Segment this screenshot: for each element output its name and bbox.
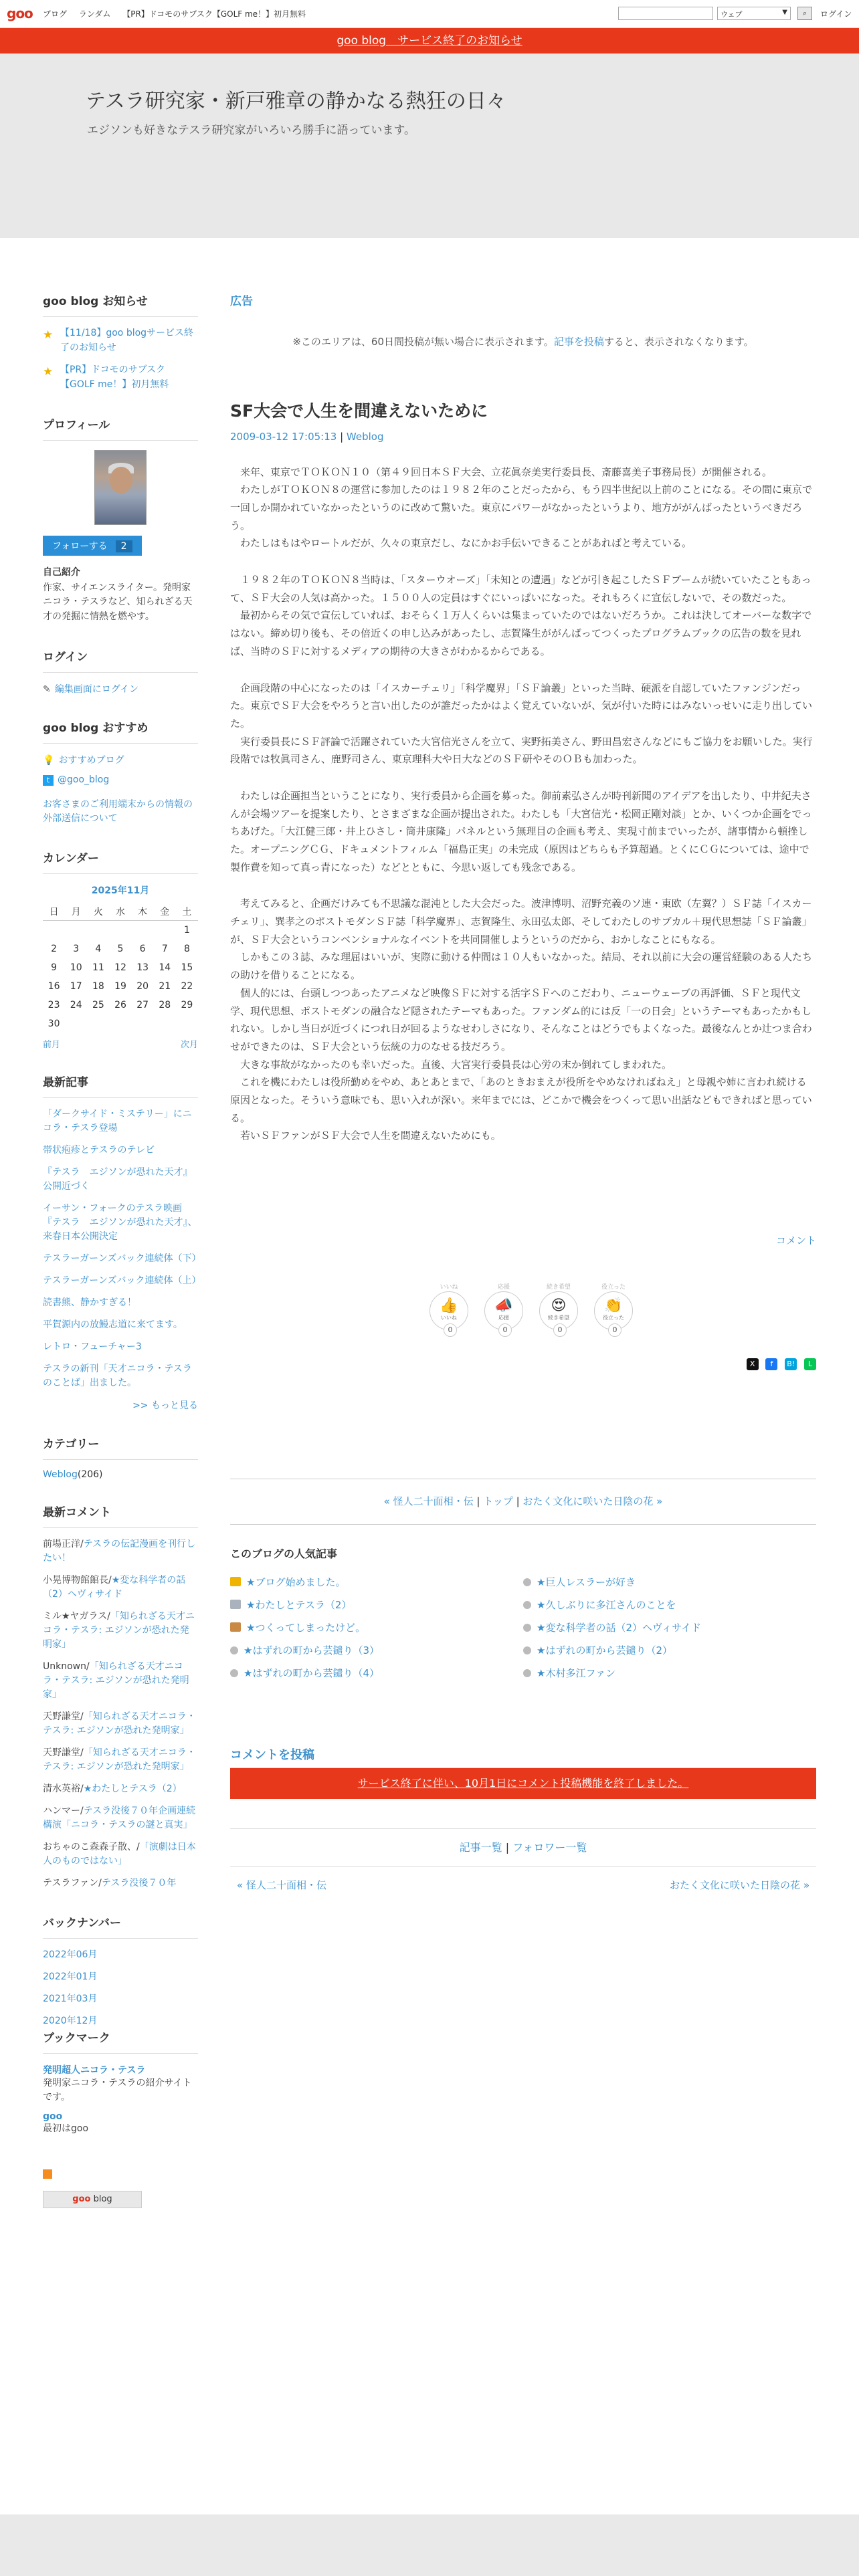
twitter-link[interactable] (43, 774, 198, 786)
comment-link[interactable]: コメント (775, 1235, 816, 1247)
dot-icon (523, 1578, 531, 1586)
ad-note-text: ※このエリアは、60日間投稿が無い場合に表示されます。 (292, 336, 554, 348)
category-block (43, 1434, 198, 1480)
comment-item[interactable] (43, 1782, 198, 1796)
recent-post-link[interactable]: 『テスラ エジソンが恐れた天才』公開近づく (43, 1166, 193, 1192)
bookmark-desc: 最初はgoo (43, 2123, 89, 2134)
calendar-heading: カレンダー (43, 849, 198, 874)
entry-paragraph: 最初からその気で宣伝していれば、おそらく１万人くらいは集まっていたのではないだろうか。これは決してオーバーな数字ではない。締め切り後も、その倍近くの申し込みがあったし、志賀隆生ががんばってつくったプログラムブックの広告の数を見れば、当時のＳＦに対するメディアの期待の大きさがわかるからである。 (230, 609, 812, 657)
calendar-day (65, 921, 87, 940)
comment-item[interactable] (43, 1537, 198, 1566)
entry-sep: | (337, 430, 347, 443)
comment-item[interactable] (43, 1746, 198, 1774)
comment-item[interactable] (43, 1710, 198, 1738)
recent-block (43, 1073, 201, 1412)
x-share-icon[interactable]: X (747, 1358, 759, 1370)
popular-item[interactable] (523, 1596, 816, 1616)
reaction-caption: 応援 (497, 1283, 510, 1291)
entry-paragraph: 若いＳＦファンがＳＦ大会で人生を間違えないためにも。 (240, 1130, 501, 1142)
popular-label: ★はずれの町から芸鑓り（3） (244, 1644, 379, 1656)
entry-paragraph: 個人的には、台頭しつつあったアニメなど映像ＳＦに対する活字ＳＦへのこだわり、ニューウェーブの再評価、ＳＦと現代文学、現代思想、ポストモダンの融合など隠されたテーマもあった。ファンダム的には反「一の日会」というテーマもあったかもしれない。しかし当日が近づくにつれ日が回るようなせわしさになり、そんなことはどうでもよくなった。最後なんとか辻つま合わせができたのは、ＳＦ大会という伝統の力のなせる技だろう。 (230, 986, 812, 1053)
reaction-caption: いいね (440, 1283, 458, 1291)
backnumber-link[interactable]: 2020年12月 (43, 2015, 98, 2026)
calendar-day (176, 1014, 198, 1033)
follow-count: 2 (116, 540, 132, 552)
calendar-day: 11 (92, 962, 104, 973)
comment-closed-link[interactable]: サービス終了に伴い、10月1日にコメント投稿機能を終了しました。 (357, 1776, 689, 1790)
popular-label: ★わたしとテスラ（2） (246, 1598, 352, 1611)
dot-icon (523, 1601, 531, 1609)
more-posts-link[interactable]: >> もっと見る (132, 1400, 198, 1411)
backnumber-link[interactable]: 2021年03月 (43, 1993, 98, 2004)
goo-logo[interactable]: goo (7, 5, 33, 21)
calendar-day (87, 921, 109, 940)
entry-paragraph: わたしはもはやロートルだが、久々の東京だし、なにかお手伝いできることがあればと考えている。 (240, 537, 692, 550)
login-block (43, 647, 198, 695)
comment-item[interactable] (43, 1574, 198, 1602)
comment-author: 前場正洋/ (43, 1538, 84, 1549)
intro-text: 作家、サイエンスライター。発明家ニコラ・テスラなど、知られざる天才の発掘に情熱を燃やす。 (43, 582, 193, 623)
calendar-day (154, 921, 176, 940)
thumbs-up-icon: 👍 (440, 1297, 458, 1314)
next-post-link[interactable]: おたく文化に咲いた日陰の花 » (522, 1495, 663, 1508)
comment-author: ハンマー/ (43, 1805, 84, 1816)
popular-label: ★ブログ始めました。 (246, 1576, 346, 1588)
dot-icon (230, 1646, 238, 1654)
category-count: (206) (77, 1469, 103, 1480)
rss-icon[interactable] (43, 2169, 52, 2179)
calendar-day: 12 (114, 962, 126, 973)
blog-header (0, 53, 859, 238)
search-type-value: ウェブ (721, 10, 743, 19)
recent-post-link[interactable]: 「ダークサイド・ミステリー」にニコラ・テスラ登場 (43, 1108, 192, 1134)
comments-block (43, 1503, 198, 1891)
entry-paragraph: １９８２年のＴＯＫＯＮ８当時は、「スターウオーズ」「未知との遭遇」などが引き起こしたＳＦブームが続いていたこともあって、ＳＦ大会の人気は高かった。１５００人の定員はすぐにいっぱいになった。それもろくに宣伝しないで、その数だった。 (230, 574, 812, 604)
popular-label: ★はずれの町から芸鑓り（4） (244, 1667, 379, 1679)
reaction-count: 0 (498, 1323, 512, 1337)
heart-eyes-icon: 😍 (551, 1297, 567, 1314)
popular-item[interactable] (523, 1619, 816, 1639)
recent-post-link[interactable]: イーサン・フォークのテスラ映画『テスラ エジソンが恐れた天才』、来春日本公開決定 (43, 1202, 197, 1242)
login-heading: ログイン (43, 647, 198, 673)
twitter-label: @goo_blog (58, 774, 110, 785)
backnumber-link[interactable]: 2022年06月 (43, 1949, 98, 1960)
calendar-day: 5 (117, 943, 124, 954)
blog-subtitle: エジソンも好きなテスラ研究家がいろいろ勝手に語っています。 (87, 124, 415, 137)
calendar-day: 22 (181, 980, 193, 992)
service-end-notice-link[interactable]: goo blog サービス終了のお知らせ (337, 34, 522, 47)
popular-label: ★はずれの町から芸鑓り（2） (537, 1644, 672, 1656)
rank-1-crown-icon (230, 1577, 241, 1586)
facebook-share-icon[interactable]: f (765, 1358, 777, 1370)
profile-heading: プロフィール (43, 415, 198, 441)
bookmark-link[interactable]: goo (43, 2111, 63, 2122)
sidebar (43, 292, 201, 2231)
calendar-day: 10 (70, 962, 82, 973)
category-heading: カテゴリー (43, 1434, 198, 1460)
weekday: 水 (109, 902, 131, 921)
top-link-blog[interactable]: ブログ (43, 9, 68, 19)
recent-post-link[interactable]: テスラーガーンズバック連続体（下） (43, 1253, 201, 1264)
calendar-day (132, 1014, 154, 1033)
calendar-day: 16 (47, 980, 60, 992)
blog-title[interactable]: テスラ研究家・新戸雅章の静かなる熱狂の日々 (86, 90, 506, 113)
calendar-day: 18 (92, 980, 104, 992)
list-separator: | (505, 1840, 513, 1854)
top-link-random[interactable]: ランダム (78, 9, 111, 19)
top-link-pr[interactable]: 【PR】ドコモのサブスク【GOLF me！】初月無料 (122, 9, 306, 19)
news-block (43, 292, 198, 393)
calendar-day: 3 (73, 943, 80, 954)
login-link[interactable]: ログイン (820, 9, 852, 19)
dot-icon (523, 1669, 531, 1677)
entry-paragraph: これを機にわたしは役所勤めをやめ、あとあとまで、「あのときおまえが役所をやめなければねえ」と母親や姉に言われ続ける原因となった。そういう意味でも、思い入れが深い。来年までには、どこかで機会をつくって思い出話などもできればと思っている。 (230, 1076, 812, 1124)
bookmark-desc: 発明家ニコラ・テスラの紹介サイトです。 (43, 2077, 192, 2103)
recommend-block (43, 718, 198, 826)
page-footer (0, 2514, 859, 2576)
comment-author: テスラファン/ (43, 1877, 102, 1889)
comment-post: ★わたしとテスラ（2） (83, 1783, 182, 1794)
bottom-next-link[interactable]: おたく文化に咲いた日陰の花 » (670, 1879, 809, 1892)
ad-note (230, 333, 816, 351)
search-button[interactable] (797, 7, 812, 20)
comment-author: 天野謙堂/ (43, 1747, 84, 1758)
backnumber-list[interactable] (43, 1948, 198, 2026)
news-item[interactable] (43, 326, 198, 355)
post-comment-heading: コメントを投稿 (230, 1745, 816, 1768)
service-end-notice-bar (0, 28, 859, 53)
recent-post-link[interactable]: 平賀源内の放鰻志道に来てます。 (43, 1319, 183, 1330)
bottom-post-navigation (230, 1876, 816, 1893)
reaction-label: 続き希望 (548, 1314, 569, 1321)
follow-label: フォローする (52, 540, 108, 552)
comment-post: テスラの伝記漫画を刊行したい！ (43, 1538, 196, 1564)
calendar-day: 7 (161, 943, 168, 954)
profile-face (110, 467, 132, 494)
backnumber-link[interactable]: 2022年01月 (43, 1971, 98, 1982)
prev-post-link[interactable]: « 怪人二十面相・伝 (383, 1495, 474, 1508)
calendar-week-row (43, 940, 198, 958)
reaction-count: 0 (553, 1323, 567, 1337)
comment-post: ★変な科学者の話（2）ヘヴィサイド (43, 1574, 186, 1600)
comment-post: 「演劇は日本人のものではない」 (43, 1841, 196, 1866)
weekday: 土 (176, 902, 198, 921)
ad-heading: 広告 (230, 295, 253, 308)
badge-blog: blog (93, 2193, 112, 2204)
comment-post: 「知られざる天才ニコラ・テスラ: エジソンが恐れた発明家」 (43, 1660, 189, 1700)
category-link[interactable]: Weblog (43, 1469, 78, 1480)
calendar-day: 1 (183, 925, 190, 936)
reaction-circle (539, 1291, 578, 1334)
popular-item[interactable] (230, 1574, 523, 1594)
calendar-day: 20 (136, 980, 149, 992)
popular-item[interactable] (230, 1642, 523, 1662)
popular-label: ★久しぶりに多江さんのことを (537, 1598, 676, 1611)
top-toolbar (0, 0, 859, 28)
reaction-caption: 続き希望 (546, 1283, 571, 1291)
calendar-block (43, 849, 198, 1050)
calendar-day: 8 (183, 943, 190, 954)
comment-item[interactable] (43, 1840, 198, 1868)
twitter-icon: t (43, 775, 54, 786)
weekday: 金 (154, 902, 176, 921)
news-item-label: 【PR】ドコモのサブスク【GOLF me！】初月無料 (60, 364, 169, 391)
external-transmission-link[interactable]: お客さまのご利用端末からの情報の外部送信について (43, 798, 193, 824)
reaction-circle (484, 1291, 523, 1334)
entry-paragraph: わたしは企画担当ということになり、実行委員から企画を募った。御前素弘さんが時刊新聞のアイデアを出したり、中井紀夫さんが会場ツアーを提案したり、とさまざまな企画が提出された。わたしも「大宮信光・松岡正剛対談」とか、いくつか企画をでっちあげた。「大江健三郎・井上ひさし・筒井康隆」パネルという無理目の企画も考え、実現寸前までいったが、諸事情から頓挫した。オープニングＣＧ、ドキュメントフィルム「福島正実」の未完成（原因はどちらも予算超過。とくにＣＧについては、途中で製作費を知って真っ青になった）などとともに、今思い返しても残念である。 (230, 789, 812, 873)
goo-blog-badge[interactable] (43, 2191, 142, 2208)
reaction-cheer-button[interactable] (483, 1283, 524, 1334)
weekday: 火 (87, 902, 109, 921)
calendar-day (132, 921, 154, 940)
comments-heading: 最新コメント (43, 1503, 198, 1528)
popular-label: ★巨人レスラーが好き (537, 1576, 636, 1588)
news-item-label: 【11/18】goo blogサービス終了のお知らせ (60, 328, 194, 353)
calendar-day: 9 (51, 962, 58, 973)
popular-item[interactable] (230, 1665, 523, 1685)
reaction-buttons (428, 1283, 816, 1350)
entry-paragraph: 大きな事故がなかったのも幸いだった。直後、大宮実行委員長は心労の末か倒れてしまわれた。 (240, 1058, 672, 1071)
recommend-heading: goo blog おすすめ (43, 718, 198, 744)
recent-post-link[interactable]: 帯状疱疹とテスラのテレビ (43, 1144, 155, 1156)
comment-author: 小晃博物館館長/ (43, 1574, 112, 1586)
calendar-day: 27 (136, 999, 149, 1010)
list-links (230, 1828, 816, 1867)
popular-label: ★つくってしまったけど。 (246, 1621, 366, 1634)
calendar-day (87, 1014, 109, 1033)
popular-item[interactable] (523, 1642, 816, 1662)
follow-button[interactable] (43, 536, 142, 556)
popular-item[interactable] (523, 1574, 816, 1594)
calendar-day: 24 (70, 999, 82, 1010)
recent-post-link[interactable]: レトロ・フューチャー3 (43, 1341, 142, 1352)
recommend-blog-label: おすすめブログ (58, 754, 124, 766)
calendar-day: 6 (139, 943, 146, 954)
comment-author: 清水英裕/ (43, 1783, 84, 1794)
comment-post: テスラ没後７０年企画連続構演「ニコラ・テスラの謎と真実」 (43, 1805, 196, 1830)
dot-icon (523, 1624, 531, 1632)
clap-icon: 👏 (604, 1297, 623, 1314)
calendar-day (65, 1014, 87, 1033)
calendar-week-row (43, 1014, 198, 1033)
entry-paragraph: 考えてみると、企画だけみても不思議な混沌とした大会だった。波津博明、沼野充義のソ連・東欧（左翼？）ＳＦ誌「イスカーチェリ」、巽孝之のポストモダンＳＦ誌「科学魔界」、志賀隆生、永田弘太郎、そしてわたしのサブカル＋現代思想誌「ＳＦ論叢」が、ＳＦ大会というコンベンショナルなイベントを共同開催しようというのだから、おかしなことにもなる。 (230, 897, 812, 946)
search-type-select[interactable] (717, 7, 791, 20)
backnumber-heading: バックナンバー (43, 1913, 198, 1939)
popular-item[interactable] (230, 1619, 523, 1639)
calendar-prev-link[interactable]: 前月 (43, 1039, 61, 1050)
calendar-weekday-row (43, 902, 198, 921)
calendar-nav (43, 1037, 198, 1050)
calendar-day: 13 (136, 962, 149, 973)
comment-post: 「知られざる天才ニコラ・テスラ: エジソンが恐れた発明家」 (43, 1711, 196, 1736)
comment-author: おちゃのこ森森子散、/ (43, 1841, 140, 1852)
comment-post: テスラ没後７０年 (101, 1877, 177, 1889)
star-icon: ★ (43, 365, 54, 379)
calendar-day: 4 (95, 943, 102, 954)
entry-paragraph: 企画段階の中心になったのは「イスカーチェリ」「科学魔界」「ＳＦ論叢」といった当時、硬派を自認していたファンジンだった。東京でＳＦ大会をやろうと言い出したのが誰だったかはよく覚えていないが、気が付いた時にはみないっせいに走り出していた。 (230, 681, 813, 730)
calendar-day (109, 1014, 131, 1033)
article-list-link[interactable]: 記事一覧 (459, 1840, 502, 1854)
post-navigation (230, 1479, 816, 1525)
entry-paragraph: しかもこの３誌、みな理屈はいいが、実際に動ける仲間は１０人もいなかった。結局、それ以前に大会の運営経験のある人たちの助けを借りることになる。 (230, 951, 813, 982)
popular-heading: このブログの人気記事 (230, 1547, 338, 1561)
profile-photo[interactable] (94, 450, 147, 525)
reaction-label: 役立った (603, 1314, 624, 1321)
weekday: 木 (132, 902, 154, 921)
comment-author: ミル★ヤガラス/ (43, 1610, 110, 1622)
intro-heading: 自己紹介 (43, 566, 80, 578)
reaction-like-button[interactable] (428, 1283, 470, 1334)
hatena-share-icon[interactable]: B! (785, 1358, 797, 1370)
entry-category-link[interactable]: Weblog (346, 430, 384, 443)
reaction-circle (594, 1291, 633, 1334)
calendar-table (43, 902, 198, 1033)
calendar-day: 29 (181, 999, 193, 1010)
reaction-more-button[interactable] (538, 1283, 579, 1334)
calendar-week-row (43, 977, 198, 996)
reaction-helpful-button[interactable] (593, 1283, 634, 1334)
entry-body (230, 463, 816, 1145)
calendar-day: 25 (92, 999, 104, 1010)
category-item (43, 1469, 198, 1480)
dot-icon (523, 1646, 531, 1654)
edit-login-label: 編集画面にログイン (54, 683, 139, 695)
search-icon: ⌕ (802, 9, 807, 17)
comment-item[interactable] (43, 1804, 198, 1832)
entry-paragraph: 実行委員長にＳＦ評論で活躍されていた大宮信光さんを立て、実野拓美さん、野田昌宏さんなどにもご協力をお願いした。実行段階では牧眞司さん、鹿野司さん、東京理科大や日大などのＳＦ研やそのＯＢも加わった。 (230, 735, 813, 766)
reaction-label: 応援 (498, 1314, 509, 1321)
calendar-day: 14 (159, 962, 171, 973)
line-share-icon[interactable]: L (804, 1358, 816, 1370)
calendar-next-link[interactable]: 次月 (180, 1039, 198, 1050)
calendar-day (43, 921, 65, 940)
calendar-day (154, 1014, 176, 1033)
rank-3-crown-icon (230, 1622, 241, 1632)
calendar-day: 23 (47, 999, 60, 1010)
calendar-day: 26 (114, 999, 126, 1010)
recent-post-link[interactable]: テスラの新刊「天才ニコラ・テスラのことば」出ました。 (43, 1363, 192, 1388)
page-body (0, 238, 859, 2514)
reaction-count: 0 (444, 1323, 457, 1337)
ad-note-text: すると、表示されなくなります。 (603, 336, 754, 348)
edit-login-link[interactable] (43, 682, 198, 695)
calendar-day: 28 (159, 999, 171, 1010)
reaction-count: 0 (608, 1323, 622, 1337)
nav-separator: | (516, 1495, 523, 1508)
comment-post: 「知られざる天才ニコラ・テスラ: エジソンが恐れた発明家」 (43, 1610, 195, 1650)
top-nav (43, 8, 315, 19)
entry-paragraph: わたしがＴＯＫＯＮ８の運営に参加したのは１９８２年のことだったから、もう四半世紀以上前のことになる。その間に東京で一回しか開かれていなかったというのに改めて驚いた。東京にパワーがなかったというより、地方ががんばったというべきだろう。 (230, 484, 813, 532)
recommend-blog-link[interactable] (43, 753, 198, 766)
calendar-day: 21 (159, 980, 171, 992)
megaphone-icon: 📣 (494, 1297, 513, 1314)
entry-paragraph: 来年、東京でＴＯＫＯＮ１０（第４９回日本ＳＦ大会、立花眞奈美実行委員長、斎藤喜美子事務局長）が開催される。 (240, 465, 773, 478)
profile-block (43, 415, 198, 625)
bookmark-block (43, 2028, 198, 2208)
bookmark-heading: ブックマーク (43, 2028, 198, 2054)
calendar-day: 15 (181, 962, 193, 973)
popular-item[interactable] (230, 1596, 523, 1616)
calendar-month: 2025年11月 (91, 885, 150, 896)
comment-closed-notice (230, 1768, 816, 1799)
news-item[interactable] (43, 363, 198, 392)
star-icon: ★ (43, 328, 54, 342)
calendar-day: 17 (70, 980, 82, 992)
reaction-caption: 役立った (601, 1283, 626, 1291)
badge-goo: goo (72, 2193, 91, 2204)
recent-post-link[interactable]: 読書熊、静かすぎる！ (43, 1297, 136, 1308)
comment-post: 「知られざる天才ニコラ・テスラ: エジソンが恐れた発明家」 (43, 1747, 196, 1772)
main-content (230, 292, 816, 1893)
lightbulb-icon: 💡 (43, 754, 55, 766)
comment-author: 天野謙堂/ (43, 1711, 84, 1722)
bottom-prev-link[interactable]: « 怪人二十面相・伝 (237, 1879, 326, 1892)
dot-icon (230, 1669, 238, 1677)
recent-heading: 最新記事 (43, 1073, 198, 1098)
nav-separator: | (476, 1495, 484, 1508)
backnumber-block (43, 1913, 198, 2026)
weekday: 月 (65, 902, 87, 921)
comment-item[interactable] (43, 1610, 198, 1652)
pencil-icon: ✎ (43, 683, 51, 695)
comment-item[interactable] (43, 1660, 198, 1702)
popular-item[interactable] (523, 1665, 816, 1685)
calendar-day: 30 (47, 1018, 60, 1029)
calendar-week-row (43, 958, 198, 977)
comment-author: Unknown/ (43, 1660, 90, 1672)
calendar-week-row (43, 921, 198, 940)
popular-label: ★木村多江ファン (537, 1667, 616, 1679)
calendar-day (109, 921, 131, 940)
calendar-day: 19 (114, 980, 126, 992)
recent-post-link[interactable]: テスラーガーンズバック連続体（上） (43, 1275, 201, 1286)
weekday: 日 (43, 902, 65, 921)
news-heading: goo blog お知らせ (43, 292, 198, 317)
popular-label: ★変な科学者の話（2）ヘヴィサイド (537, 1621, 702, 1634)
entry-title[interactable]: SF大会で人生を間違えないために (230, 401, 488, 421)
chevron-down-icon: ▼ (782, 9, 787, 16)
reaction-circle (430, 1291, 468, 1334)
follower-list-link[interactable]: フォロワー一覧 (512, 1840, 587, 1854)
post-article-link[interactable]: 記事を投稿 (553, 336, 604, 348)
entry-date: 2009-03-12 17:05:13 (230, 430, 337, 443)
calendar-body (43, 921, 198, 1033)
calendar-week-row (43, 996, 198, 1014)
popular-list (230, 1574, 816, 1685)
calendar-day: 2 (51, 943, 58, 954)
entry-meta (230, 428, 816, 446)
rank-2-crown-icon (230, 1600, 241, 1609)
reaction-label: いいね (441, 1314, 457, 1321)
share-buttons (230, 1354, 816, 1372)
search-input[interactable] (618, 7, 713, 20)
bookmark-link[interactable]: 発明超人ニコラ・テスラ (43, 2064, 146, 2076)
top-link[interactable]: トップ (483, 1495, 513, 1508)
comment-item[interactable] (43, 1876, 198, 1891)
